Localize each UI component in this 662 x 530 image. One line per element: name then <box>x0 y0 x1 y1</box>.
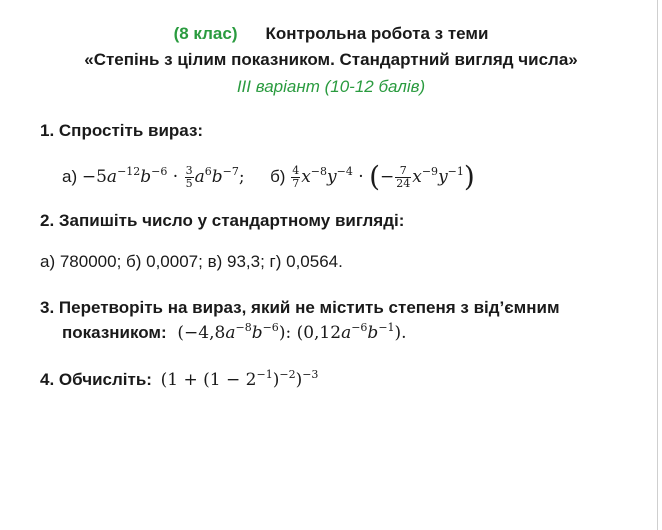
task-4-heading <box>40 370 318 390</box>
task-1-heading: 1. Спростіть вираз: <box>40 121 204 140</box>
task-1-part-b-label: б) <box>270 167 286 186</box>
title-line-2: «Степінь з цілим показником. Стандартний вигляд числа» <box>84 50 578 69</box>
task-1-part-b-expression: $\frac{4}{7}$ $x^{-8}y^{-4}$ · (− $\frac{7}{24}$ $x^{-9}y^{-1}$) <box>292 160 475 193</box>
grade-label: (8 клас) <box>173 24 238 43</box>
task-3-heading-label: показником: <box>62 323 167 342</box>
variant-label: ІІІ варіант (10-12 балів) <box>236 77 426 96</box>
task-3-heading-line-2 <box>62 323 407 343</box>
task-3-expression: $(-4,8a^{-8}b^{-6})$: $(0,12a^{-6}b^{-1})$. <box>177 321 407 343</box>
title-line-1: Контрольна робота з теми <box>265 24 489 43</box>
task-1-part-a-label: а) <box>62 167 78 186</box>
task-1-part-a-expression: $-5a^{-12}b^{-6}$ · $\frac{3}{5}$ $a^6b^{-7}$; <box>81 164 245 190</box>
header-line-1 <box>0 24 662 44</box>
task-2-items: а) 780000; б) 0,0007; в) 93,3; г) 0,0564. <box>40 252 343 271</box>
task-3-heading-line-1: 3. Перетворіть на вираз, який не містить степеня з від’ємним <box>40 298 560 317</box>
task-1-expressions <box>62 160 475 193</box>
task-2-heading: 2. Запишіть число у стандартному вигляді: <box>40 211 405 230</box>
task-4-expression: $(1 + (1 - 2^{-1})^{-2})^{-3}$ <box>160 368 319 390</box>
task-4-heading-label: 4. Обчисліть: <box>40 370 152 389</box>
